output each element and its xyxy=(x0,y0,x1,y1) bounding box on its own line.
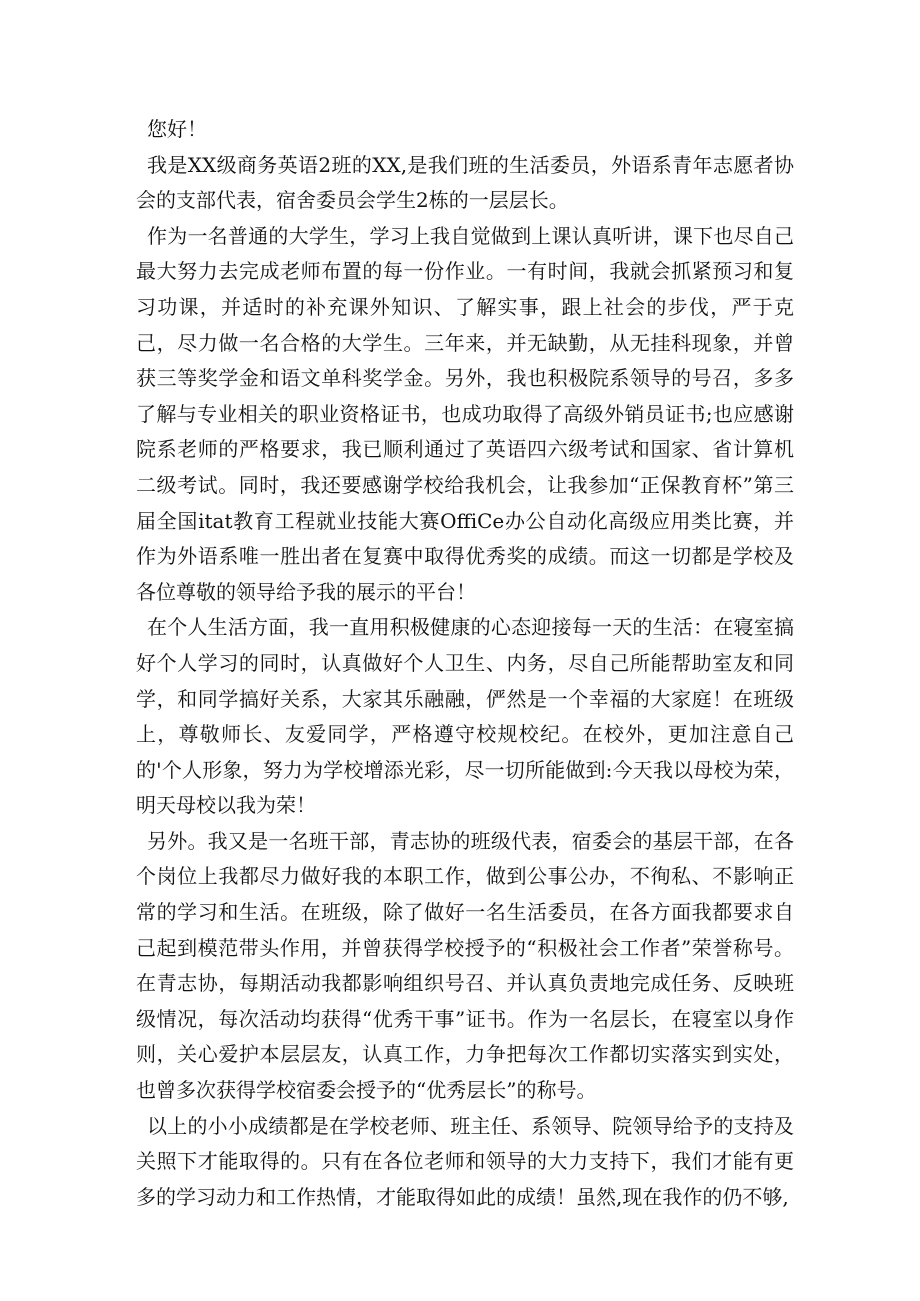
document-body xyxy=(136,112,794,1215)
acknowledgement-paragraph: 以上的小小成绩都是在学校老师、班主任、系领导、院领导给予的支持及关照下才能取得的。只有在各位老师和领导的大力支持下，我们才能有更多的学习动力和工作热情，才能取得如此的成绩！虽然,现在我作的仍不够, xyxy=(136,1113,794,1209)
class-cadre-paragraph: 另外。我又是一名班干部，青志协的班级代表，宿委会的基层干部，在各个岗位上我都尽力做好我的本职工作，做到公事公办，不徇私、不影响正常的学习和生活。在班级，除了做好一名生活委员，在各方面我都要求自己起到模范带头作用，并曾获得学校授予的“积极社会工作者”荣誉称号。在青志协，每期活动我都影响组织号召、并认真负责地完成任务、反映班级情况，每次活动均获得“优秀干事”证书。作为一名层长，在寝室以身作则，关心爱护本层层友，认真工作，力争把每次工作都切实落实到实处，也曾多次获得学校宿委会授予的“优秀层长”的称号。 xyxy=(136,828,794,1103)
greeting-paragraph: 您好！ xyxy=(147,117,207,141)
introduction-paragraph: 我是XX级商务英语2班的XX,是我们班的生活委员，外语系青年志愿者协会的支部代表，宿舍委员会学生2栋的一层层长。 xyxy=(136,152,794,213)
study-paragraph: 作为一名普通的大学生，学习上我自觉做到上课认真听讲，课下也尽自己最大努力去完成老师布置的每一份作业。一有时间，我就会抓紧预习和复习功课，并适时的补充课外知识、了解实事，跟上社会的步伐，严于克己，尽力做一名合格的大学生。三年来，并无缺勤，从无挂科现象，并曾获三等奖学金和语文单科奖学金。另外，我也积极院系领导的号召，多多了解与专业相关的职业资格证书，也成功取得了高级外销员证书;也应感谢院系老师的严格要求，我已顺利通过了英语四六级考试和国家、省计算机二级考试。同时，我还要感谢学校给我机会，让我参加“正保教育杯”第三届全国itat教育工程就业技能大赛OffiCe办公自动化高级应用类比赛，并作为外语系唯一胜出者在复赛中取得优秀奖的成绩。而这一切都是学校及各位尊敬的领导给予我的展示的平台！ xyxy=(136,223,794,604)
personal-life-paragraph: 在个人生活方面，我一直用积极健康的心态迎接每一天的生活：在寝室搞好个人学习的同时，认真做好个人卫生、内务，尽自己所能帮助室友和同学，和同学搞好关系，大家其乐融融，俨然是一个幸福的大家庭！在班级上，尊敬师长、友爱同学，严格遵守校规校纪。在校外，更加注意自己的'个人形象，努力为学校增添光彩，尽一切所能做到:今天我以母校为荣，明天母校以我为荣！ xyxy=(136,615,794,818)
